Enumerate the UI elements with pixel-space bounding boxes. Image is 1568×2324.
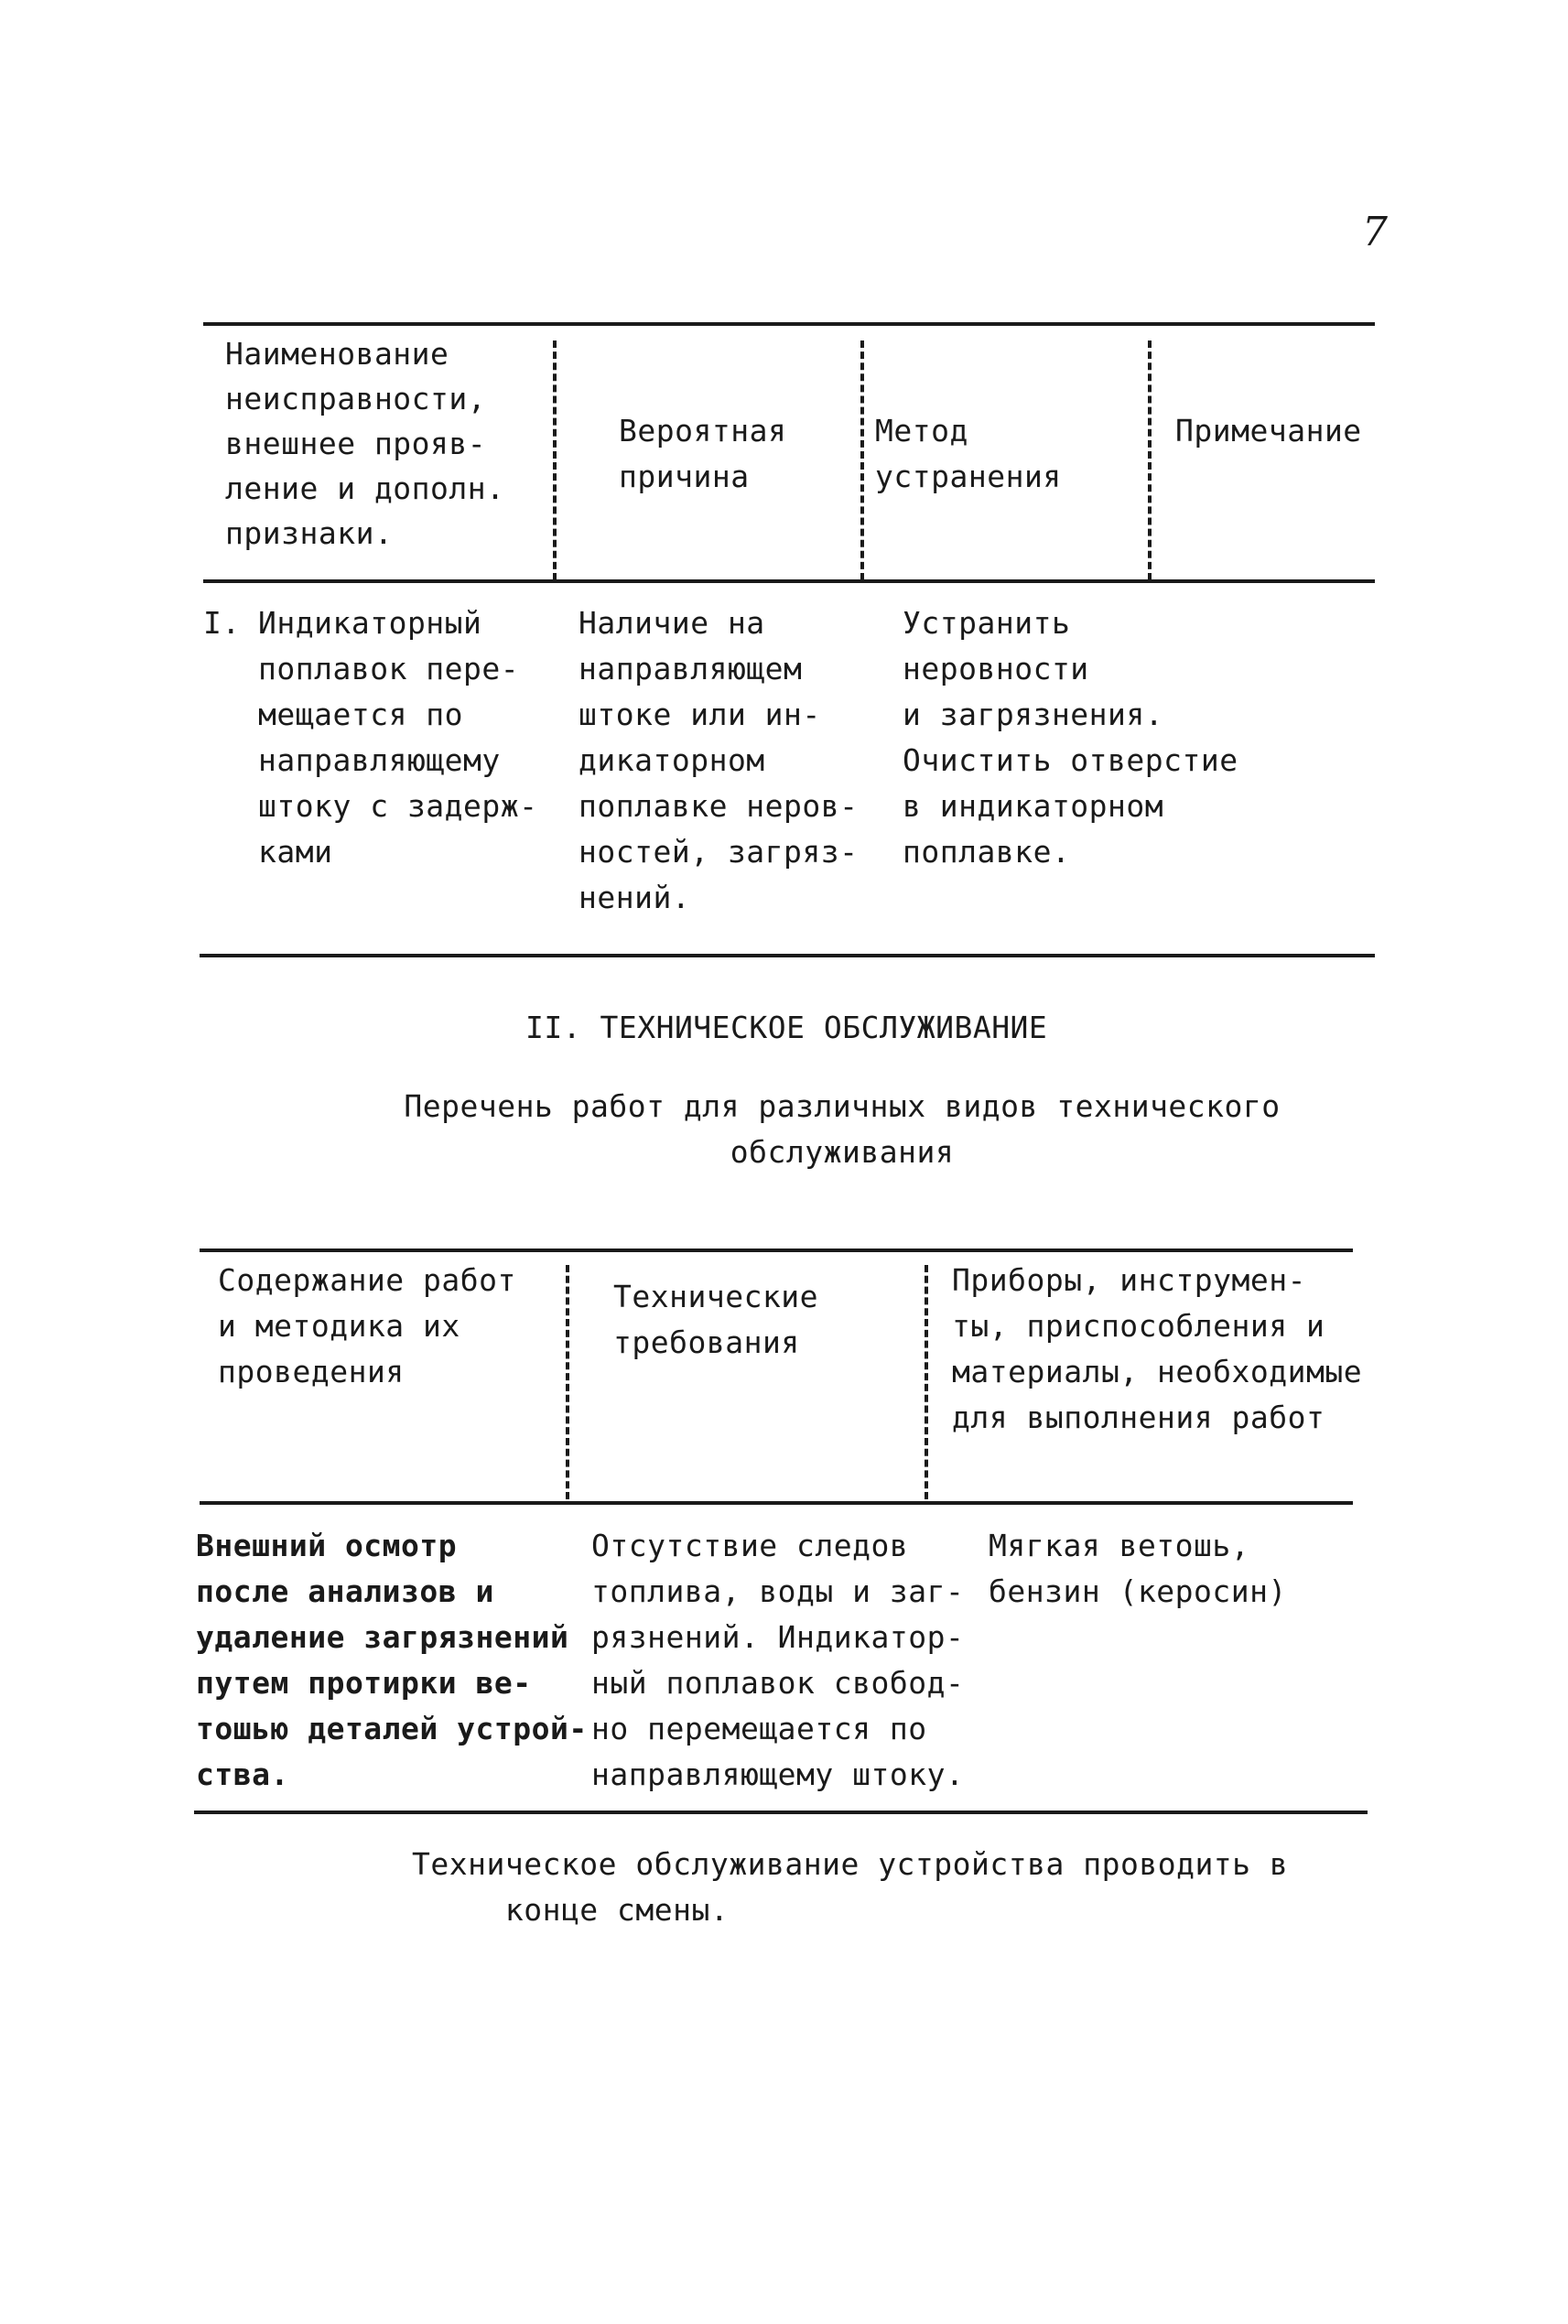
table2-row-tools: Мягкая ветошь, бензин (керосин) (989, 1528, 1287, 1609)
page-number: 7 (1362, 209, 1388, 255)
section-title: II. ТЕХНИЧЕСКОЕ ОБСЛУЖИВАНИЕ (525, 1010, 1048, 1045)
table2-top-rule (200, 1248, 1353, 1252)
table1-col-separator-2 (860, 340, 864, 580)
table1-row-method: Устранить неровности и загрязнения. Очистить отверстие в индикаторном поплавке. (903, 605, 1238, 870)
table1-header-method: Метод устранения (875, 413, 1062, 494)
table2-header-tools: Приборы, инструмен- ты, приспособления и материалы, необходимые для выполнения работ (952, 1262, 1363, 1435)
table1-header-rule (203, 579, 1375, 583)
footer-note: Техническое обслуживание устройства проводить в конце смены. (412, 1846, 1289, 1928)
table1-header-fault: Наименование неисправности, внешнее прояв- ление и дополн. признаки. (225, 336, 505, 551)
table1-row-fault: Индикаторный поплавок пере- мещается по направляющему штоку с задерж- ками (258, 605, 538, 870)
table1-top-rule (203, 322, 1375, 326)
table2-header-rule (200, 1501, 1353, 1505)
table1-col-separator-3 (1148, 340, 1152, 580)
table2-header-requirements: Технические требования (613, 1279, 819, 1360)
table2-header-work: Содержание работ и методика их проведения (218, 1262, 516, 1389)
table2-row-requirements: Отсутствие следов топлива, воды и заг- рязнений. Индикатор- ный поплавок свобод- но перемещается по направляющему штоку. (591, 1528, 965, 1792)
table2-row-work: Внешний осмотр после анализов и удаление загрязнений путем протирки ве- тошью деталей устрой- ства. (196, 1528, 588, 1792)
table1-bottom-rule (200, 954, 1375, 957)
table1-header-note: Примечание (1175, 413, 1362, 449)
table2-col-separator-2 (925, 1265, 928, 1499)
section-subtitle: Перечень работ для различных видов технического обслуживания (404, 1088, 1281, 1170)
table2-bottom-rule (194, 1811, 1368, 1814)
table1-row-cause: Наличие на направляющем штоке или ин- дикаторном поплавке неров- ностей, загряз- нений. (579, 605, 859, 915)
table1-col-separator-1 (553, 340, 557, 580)
table1-header-cause: Вероятная причина (619, 413, 787, 494)
table2-col-separator-1 (566, 1265, 569, 1499)
table1-row-number: I. (203, 605, 241, 641)
